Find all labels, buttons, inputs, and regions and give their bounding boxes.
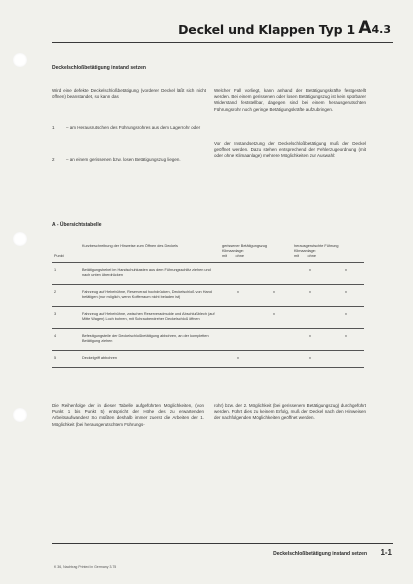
- print-note: K 36, Nachtrag Printed in Germany 3.75: [54, 565, 117, 569]
- row-mark: x: [220, 351, 256, 368]
- row-mark: x: [220, 285, 256, 307]
- header-description: Kurzbeschreibung der Hinweise zum Öffnen des Deckels: [82, 244, 178, 248]
- row-description: Fahrzeug auf Hebebühne, zwischen Reserveradmulde und Abschlußblech (auf Mitte Wagen) Loch bohren, mit Schraubendreher Deckelschloß öffnen: [80, 307, 220, 329]
- header-rule: [52, 42, 393, 43]
- row-mark: [256, 263, 292, 285]
- punch-hole: [13, 232, 27, 246]
- row-mark: x: [256, 307, 292, 329]
- overview-table: [52, 240, 364, 368]
- list-item-number: 1: [52, 125, 55, 130]
- list-item: [52, 125, 206, 131]
- row-mark: x: [292, 263, 328, 285]
- row-number: 1: [52, 263, 80, 285]
- page-number: 1-1: [380, 548, 392, 557]
- intro-right-2: Vor der Instandsetzung der Deckelschloßbetätigung muß der Deckel geöffnet werden. Dazu stehen entsprechend der Fehlerzugeordnung (mit oder ohne Klimaanlage) mehrere Möglichkeiten zur Auswahl:: [214, 141, 366, 159]
- table-row: [52, 329, 364, 351]
- row-number: 2: [52, 285, 80, 307]
- header-punkt: Punkt: [54, 254, 64, 258]
- row-number: 5: [52, 351, 80, 368]
- row-mark: [328, 351, 364, 368]
- header-group-1: gerissener Betätigungszug Klimaanlage: mit ohne: [222, 244, 267, 258]
- row-description: Befestigungsteile der Deckelschloßbetätigung abbohren, an der kompletten Betätigung ziehen: [80, 329, 220, 351]
- table-row: [52, 285, 364, 307]
- section-code-number: 4.3: [371, 23, 391, 36]
- list-item-text: – an einem gerissenen bzw. losen Betätigungszug liegen.: [66, 157, 181, 162]
- table-row: [52, 307, 364, 329]
- row-mark: [256, 329, 292, 351]
- row-mark: x: [292, 285, 328, 307]
- row-mark: x: [328, 307, 364, 329]
- row-mark: [220, 263, 256, 285]
- punch-hole: [13, 53, 27, 67]
- row-mark: [292, 307, 328, 329]
- row-mark: [220, 307, 256, 329]
- row-mark: x: [328, 285, 364, 307]
- page-title: Deckel und Klappen Typ 1: [178, 22, 355, 37]
- intro-right-1: Welcher Fall vorliegt, kann anhand der Betätigungskräfte festgestellt werden. Bei einem gerissenen oder losen Betätigungszug ist kein spürbarer Widerstand feststellbar, dagegen sind bei einem herausgerutschten Führungsrohr noch geringe Betätigungskräfte aufzubringen.: [214, 88, 366, 112]
- footer-rule: [52, 543, 393, 544]
- punch-hole: [13, 408, 27, 422]
- row-description: Betätigungshebel im Handschuhkasten aus dem Führungsschlitz ziehen und nach unten überdrücken: [80, 263, 220, 285]
- row-mark: x: [256, 285, 292, 307]
- list-item-text: – am Herausrutschen des Führungsrohres aus dem Lagerrohr oder: [66, 125, 201, 130]
- section-code-letter: A: [358, 18, 372, 38]
- section-code: [358, 18, 391, 38]
- table-row: [52, 351, 364, 368]
- row-description: Deckelgriff abbohren: [80, 351, 220, 368]
- list-item: [52, 157, 206, 163]
- bottom-left-text: Die Reihenfolge der in dieser Tabelle aufgeführten Möglichkeiten, (von Punkt 1 bis Punkt 5) entspricht der Höhe des zu erwartenden Arbeitsaufwandes! So müßten deshalb immer zuerst die Arbeiten der 1. Möglichkeit (bei herausgerutschtem Führungs-: [52, 403, 204, 427]
- row-mark: x: [292, 329, 328, 351]
- row-mark: [220, 329, 256, 351]
- row-description: Fahrzeug auf Hebebühne, Reserverad hochdrücken, Deckelschloß von Hand betätigen (nur möglich, wenn Kofferraum nicht beladen ist): [80, 285, 220, 307]
- list-item-number: 2: [52, 157, 55, 162]
- row-mark: x: [292, 351, 328, 368]
- row-mark: x: [328, 263, 364, 285]
- table-heading: A - Übersichtstabelle: [52, 222, 102, 228]
- table-row: [52, 263, 364, 285]
- header-group-2: herausgerutschte Führung Klimaanlage: mit ohne: [294, 244, 339, 258]
- table-header-row: [52, 240, 364, 263]
- section-heading: Deckelschloßbetätigung instand setzen: [52, 65, 146, 71]
- row-number: 4: [52, 329, 80, 351]
- row-number: 3: [52, 307, 80, 329]
- row-mark: [256, 351, 292, 368]
- footer-title: Deckelschloßbetätigung instand setzen: [273, 551, 367, 557]
- bottom-right-text: rohr) bzw. der 2. Möglichkeit (bei gerissenem Betätigungszug) durchgeführt werden. Führt dies zu keinem Erfolg, muß der Deckel nach den Hinweisen der nachfolgenden Möglichkeiten geöffnet werden.: [214, 403, 366, 421]
- row-mark: x: [328, 329, 364, 351]
- intro-left: Wird eine defekte Deckelschloßbetätigung (vorderer Deckel läßt sich nicht öffnen) beanstandet, so kann das: [52, 88, 206, 100]
